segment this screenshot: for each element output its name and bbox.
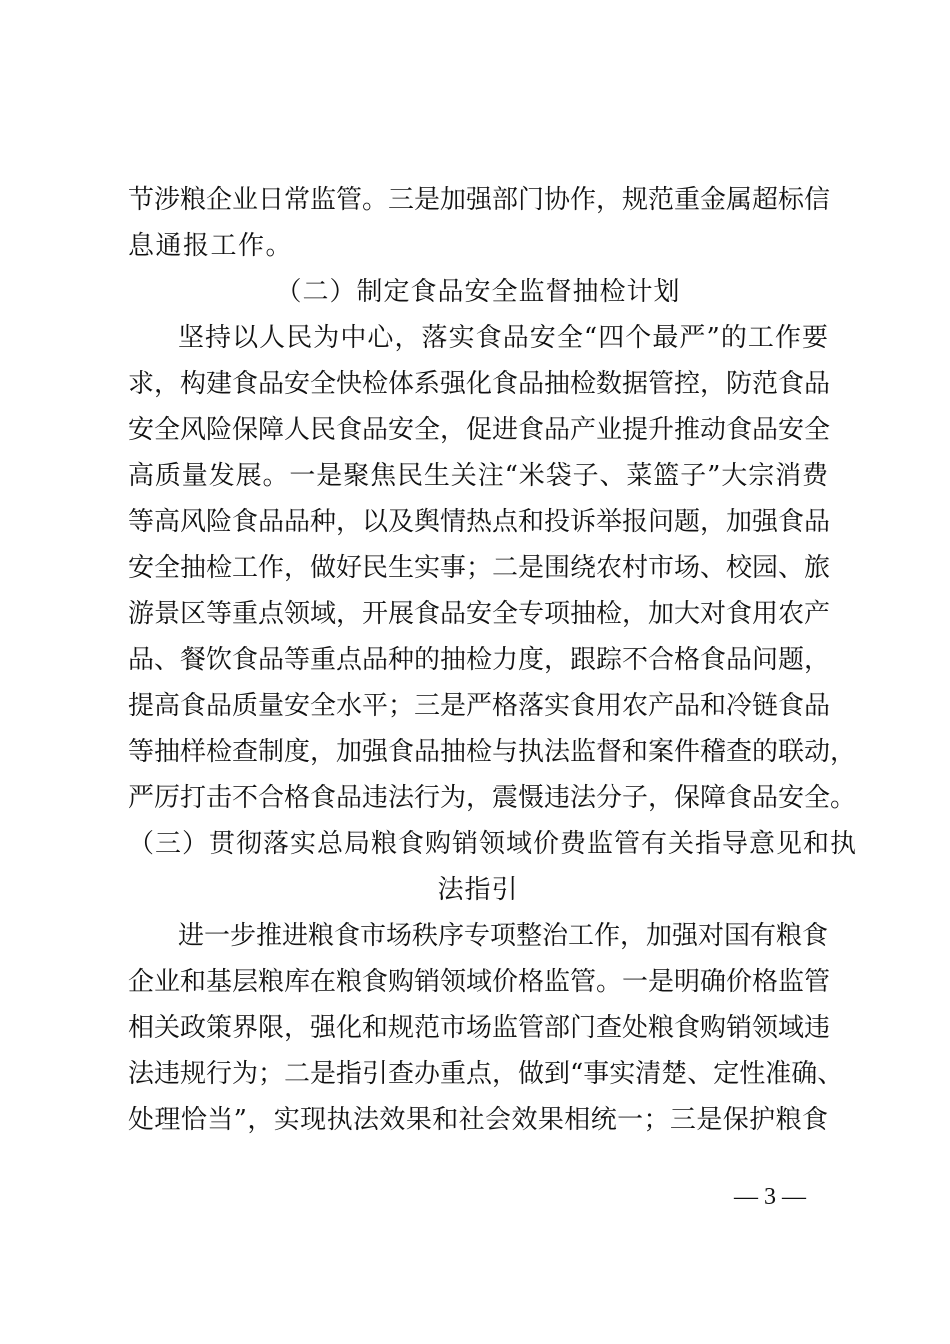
paragraph-first-line: 坚持以人民为中心，落实食品安全“四个最严”的工作要 xyxy=(178,323,828,353)
section-heading-continued: 法指引 xyxy=(437,875,519,905)
section-heading: （二）制定食品安全监督抽检计划 xyxy=(275,277,681,307)
body-text-line: 品、餐饮食品等重点品种的抽检力度，跟踪不合格食品问题， xyxy=(128,645,831,675)
body-text-line: 法违规行为；二是指引查办重点，做到“事实清楚、定性准确、 xyxy=(128,1059,844,1089)
paragraph-first-line: 进一步推进粮食市场秩序专项整治工作，加强对国有粮食 xyxy=(178,921,829,951)
page-number: — 3 — xyxy=(734,1184,806,1210)
body-text-line: 相关政策界限，强化和规范市场监管部门查处粮食购销领域违 xyxy=(128,1013,831,1043)
body-text-line: 企业和基层粮库在粮食购销领域价格监管。一是明确价格监管 xyxy=(128,967,831,997)
body-text-line: 息通报工作。 xyxy=(128,231,294,261)
body-text-line: 严厉打击不合格食品违法行为，震慑违法分子，保障食品安全。 xyxy=(128,783,857,813)
body-text-line: 等高风险食品品种，以及舆情热点和投诉举报问题，加强食品 xyxy=(128,507,831,537)
body-text-line: 安全风险保障人民食品安全，促进食品产业提升推动食品安全 xyxy=(128,415,831,445)
body-text-line: 求，构建食品安全快检体系强化食品抽检数据管控，防范食品 xyxy=(128,369,831,399)
body-text-line: 节涉粮企业日常监管。三是加强部门协作，规范重金属超标信 xyxy=(128,185,831,215)
section-heading: （三）贯彻落实总局粮食购销领域价费监管有关指导意见和执 xyxy=(128,829,858,859)
body-text-line: 游景区等重点领域，开展食品安全专项抽检，加大对食用农产 xyxy=(128,599,831,629)
body-text-line: 安全抽检工作，做好民生实事；二是围绕农村市场、校园、旅 xyxy=(128,553,831,583)
body-text-line: 提高食品质量安全水平；三是严格落实食用农产品和冷链食品 xyxy=(128,691,831,721)
body-text-line: 高质量发展。一是聚焦民生关注“米袋子、菜篮子”大宗消费 xyxy=(128,461,828,491)
body-text-line: 等抽样检查制度，加强食品抽检与执法监督和案件稽查的联动， xyxy=(128,737,857,767)
body-text-line: 处理恰当”，实现执法效果和社会效果相统一；三是保护粮食 xyxy=(128,1105,828,1135)
